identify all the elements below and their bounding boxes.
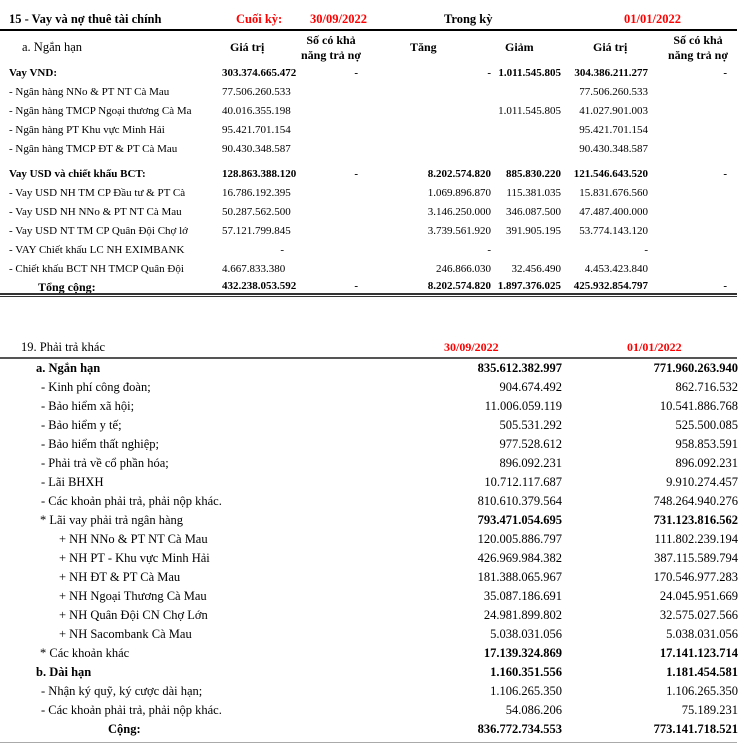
cell-text: 1.069.896.870 xyxy=(427,187,491,199)
cell-text: 17.139.324.869 xyxy=(483,646,562,660)
cell-text: 958.853.591 xyxy=(675,437,738,451)
cell-text: 1.181.454.581 xyxy=(666,665,738,679)
cell-text: - Bảo hiểm thất nghiệp; xyxy=(41,437,160,451)
cell-text: - Các khoản phải trả, phải nộp khác. xyxy=(41,494,222,508)
table-row xyxy=(0,399,748,417)
cell-text: - xyxy=(487,67,491,79)
table-row xyxy=(0,225,748,241)
cell-text: 95.421.701.154 xyxy=(222,124,291,136)
cell-text: 885.830.220 xyxy=(506,168,561,180)
table-row xyxy=(0,665,748,683)
table-row xyxy=(0,124,748,140)
cell-text: - Vay USD NH TM CP Đầu tư & PT Cà xyxy=(9,187,186,199)
table-row xyxy=(0,67,748,83)
cell-text: - Các khoản phải trả, phải nộp khác. xyxy=(41,703,222,717)
cell-text: 904.674.492 xyxy=(499,380,562,394)
cell-text: 387.115.589.794 xyxy=(654,551,738,565)
cell-text: + NH Sacombank Cà Mau xyxy=(59,627,192,641)
table-row xyxy=(0,513,748,531)
cell-text: 11.006.059.119 xyxy=(484,399,562,413)
cell-text: + NH Ngoại Thương Cà Mau xyxy=(59,589,207,603)
cell-text: 525.500.085 xyxy=(675,418,738,432)
cell-text: 773.141.718.521 xyxy=(653,722,738,736)
cell-text: 748.264.940.276 xyxy=(653,494,738,508)
cell-text: - xyxy=(487,244,491,256)
table-row xyxy=(0,646,748,664)
table-row xyxy=(0,86,748,102)
cell-text: - xyxy=(723,168,727,180)
cell-text: a. Ngắn hạn xyxy=(36,361,101,375)
cell-text: - Nhận ký quỹ, ký cược dài hạn; xyxy=(41,684,203,698)
cell-text: 896.092.231 xyxy=(675,456,738,470)
cell-text: 835.612.382.997 xyxy=(477,361,562,375)
cell-text: - Vay USD NH NNo & PT NT Cà Mau xyxy=(9,206,182,218)
cell-text: - Phải trả về cổ phần hóa; xyxy=(41,456,169,470)
cell-text: 977.528.612 xyxy=(499,437,562,451)
col-header-repayable-start-1: Số có khả xyxy=(673,33,723,47)
cell-text: 304.386.211.277 xyxy=(574,67,648,79)
cell-text: 40.016.355.198 xyxy=(222,105,291,117)
table-row xyxy=(0,418,748,436)
cell-text: 24.045.951.669 xyxy=(659,589,738,603)
table-row xyxy=(0,168,748,184)
cell-text: 303.374.665.472 xyxy=(222,67,297,79)
cell-text: 32.575.027.566 xyxy=(659,608,738,622)
cell-text: - Ngân hàng NNo & PT NT Cà Mau xyxy=(9,86,170,98)
cell-text: 426.969.984.382 xyxy=(477,551,562,565)
cell-text: - Bảo hiểm xã hội; xyxy=(41,399,135,413)
col-header-decrease: Giảm xyxy=(505,40,534,54)
cell-text: - Ngân hàng PT Khu vực Minh Hải xyxy=(9,124,165,136)
cell-text: Vay USD và chiết khấu BCT: xyxy=(9,168,146,180)
cell-text: - xyxy=(723,67,727,79)
cell-text: 77.506.260.533 xyxy=(222,86,291,98)
table-row xyxy=(0,589,748,607)
cell-text: 391.905.195 xyxy=(506,225,561,237)
cell-text: - VAY Chiết khấu LC NH EXIMBANK xyxy=(9,244,185,256)
col-header-increase: Tăng xyxy=(410,40,437,54)
cell-text: 8.202.574.820 xyxy=(427,168,491,180)
cell-text: 15.831.676.560 xyxy=(579,187,648,199)
cell-text: 24.981.899.802 xyxy=(483,608,562,622)
cell-text: 170.546.977.283 xyxy=(653,570,738,584)
cell-text: 4.453.423.840 xyxy=(584,263,648,275)
note-15-title: 15 - Vay và nợ thuê tài chính xyxy=(9,12,162,26)
cell-text: - Bảo hiểm y tế; xyxy=(41,418,122,432)
cell-text: * Các khoản khác xyxy=(40,646,130,660)
period-start-date: 01/01/2022 xyxy=(624,12,681,26)
cell-text: - xyxy=(280,244,284,256)
cell-text: - Vay USD NT TM CP Quân Đội Chợ lớ xyxy=(9,225,188,237)
cell-text: - xyxy=(354,168,358,180)
cell-text: + NH ĐT & PT Cà Mau xyxy=(59,570,181,584)
cell-text: 50.287.562.500 xyxy=(222,206,291,218)
cell-text: - Kinh phí công đoàn; xyxy=(41,380,151,394)
table-row xyxy=(0,437,748,455)
cell-text: 1.011.545.805 xyxy=(498,105,561,117)
bottom-rule xyxy=(0,742,737,743)
cell-text: 3.146.250.000 xyxy=(427,206,491,218)
cell-text: 181.388.065.967 xyxy=(477,570,562,584)
cell-text: 5.038.031.056 xyxy=(490,627,562,641)
table-row xyxy=(0,380,748,398)
table-row xyxy=(0,475,748,493)
table-row xyxy=(0,608,748,626)
cell-text: - Chiết khấu BCT NH TMCP Quân Đội xyxy=(9,263,184,275)
cell-text: + NH PT - Khu vực Minh Hải xyxy=(59,551,210,565)
note-19-title: 19. Phải trả khác xyxy=(21,340,106,354)
total-row xyxy=(0,722,748,740)
cell-text: Tổng cộng: xyxy=(38,280,96,294)
cell-text: 121.546.643.520 xyxy=(573,168,648,180)
cell-text: 16.786.192.395 xyxy=(222,187,291,199)
cell-text: 95.421.701.154 xyxy=(579,124,648,136)
table-row xyxy=(0,627,748,645)
cell-text: 862.716.532 xyxy=(675,380,738,394)
cell-text: - xyxy=(644,244,648,256)
cell-text: 836.772.734.553 xyxy=(477,722,562,736)
cell-text: - xyxy=(723,280,727,292)
cell-text: 896.092.231 xyxy=(499,456,562,470)
cell-text: 90.430.348.587 xyxy=(222,143,291,155)
cell-text: 1.106.265.350 xyxy=(666,684,738,698)
col-header-value-start: Giá trị xyxy=(593,40,628,54)
cell-text: 90.430.348.587 xyxy=(579,143,648,155)
cell-text: 810.610.379.564 xyxy=(477,494,562,508)
table-row xyxy=(0,532,748,550)
cell-text: 128.863.388.120 xyxy=(222,168,297,180)
period-end-date: 30/09/2022 xyxy=(310,12,367,26)
note-15-loans-table xyxy=(0,0,748,300)
cell-text: * Lãi vay phải trả ngân hàng xyxy=(40,513,184,527)
cell-text: 120.005.886.797 xyxy=(477,532,562,546)
table-row xyxy=(0,494,748,512)
col-header-repayable-2: năng trả nợ xyxy=(301,48,361,62)
cell-text: 793.471.054.695 xyxy=(477,513,562,527)
cell-text: 54.086.206 xyxy=(505,703,562,717)
cell-text: 10.541.886.768 xyxy=(659,399,738,413)
cell-text: 75.189.231 xyxy=(681,703,738,717)
cell-text: 1.160.351.556 xyxy=(490,665,562,679)
cell-text: 9.910.274.457 xyxy=(666,475,738,489)
period-end-label: Cuối kỳ: xyxy=(236,12,283,26)
cell-text: - Ngân hàng TMCP ĐT & PT Cà Mau xyxy=(9,143,178,155)
header-rule xyxy=(0,29,737,31)
cell-text: 41.027.901.003 xyxy=(579,105,648,117)
col-end-date: 30/09/2022 xyxy=(444,340,499,354)
cell-text: 10.712.117.687 xyxy=(484,475,562,489)
cell-text: 17.141.123.714 xyxy=(659,646,738,660)
cell-text: 32.456.490 xyxy=(511,263,561,275)
cell-text: b. Dài hạn xyxy=(36,665,92,679)
cell-text: 1.897.376.025 xyxy=(497,280,561,292)
cell-text: 8.202.574.820 xyxy=(427,280,491,292)
col-header-repayable-start-2: năng trả nợ xyxy=(668,48,728,62)
table-row xyxy=(0,143,748,159)
table-row xyxy=(0,456,748,474)
table-row xyxy=(0,187,748,203)
table-row xyxy=(0,263,748,279)
cell-text: 115.381.035 xyxy=(506,187,561,199)
col-start-date: 01/01/2022 xyxy=(627,340,682,354)
cell-text: - Ngân hàng TMCP Ngoại thương Cà Ma xyxy=(9,105,192,117)
cell-text: 4.667.833.380 xyxy=(222,263,286,275)
total-double-rule xyxy=(0,293,737,297)
header-rule xyxy=(0,357,737,359)
cell-text: 246.866.030 xyxy=(436,263,491,275)
table-row xyxy=(0,361,748,379)
col-header-value: Giá trị xyxy=(230,40,265,54)
table-row xyxy=(0,703,748,721)
table-row xyxy=(0,684,748,702)
cell-text: 3.739.561.920 xyxy=(427,225,491,237)
cell-text: 346.087.500 xyxy=(506,206,561,218)
cell-text: 35.087.186.691 xyxy=(483,589,562,603)
during-period-label: Trong kỳ xyxy=(444,12,493,26)
table-row xyxy=(0,551,748,569)
note-19-other-payables-table xyxy=(0,330,748,749)
cell-text: 1.011.545.805 xyxy=(498,67,561,79)
cell-text: 47.487.400.000 xyxy=(579,206,648,218)
cell-text: 1.106.265.350 xyxy=(490,684,562,698)
cell-text: 77.506.260.533 xyxy=(579,86,648,98)
cell-text: 111.802.239.194 xyxy=(654,532,738,546)
cell-text: 505.531.292 xyxy=(499,418,562,432)
table-row xyxy=(0,570,748,588)
cell-text: 425.932.854.797 xyxy=(573,280,648,292)
table-row xyxy=(0,244,748,260)
cell-text: - xyxy=(354,67,358,79)
col-header-repayable-1: Số có khả xyxy=(306,33,356,47)
cell-text: 5.038.031.056 xyxy=(666,627,738,641)
cell-text: 53.774.143.120 xyxy=(579,225,648,237)
section-header-short-term: a. Ngắn hạn xyxy=(22,40,83,54)
table-row xyxy=(0,206,748,222)
table-row xyxy=(0,105,748,121)
cell-text: - xyxy=(354,280,358,292)
cell-text: + NH NNo & PT NT Cà Mau xyxy=(59,532,208,546)
cell-text: 432.238.053.592 xyxy=(222,280,297,292)
cell-text: 731.123.816.562 xyxy=(653,513,738,527)
cell-text: 771.960.263.940 xyxy=(653,361,738,375)
cell-text: - Lãi BHXH xyxy=(41,475,104,489)
cell-text: Vay VND: xyxy=(9,67,57,79)
cell-text: Cộng: xyxy=(108,722,141,736)
cell-text: 57.121.799.845 xyxy=(222,225,291,237)
cell-text: + NH Quân Đội CN Chợ Lớn xyxy=(59,608,208,622)
